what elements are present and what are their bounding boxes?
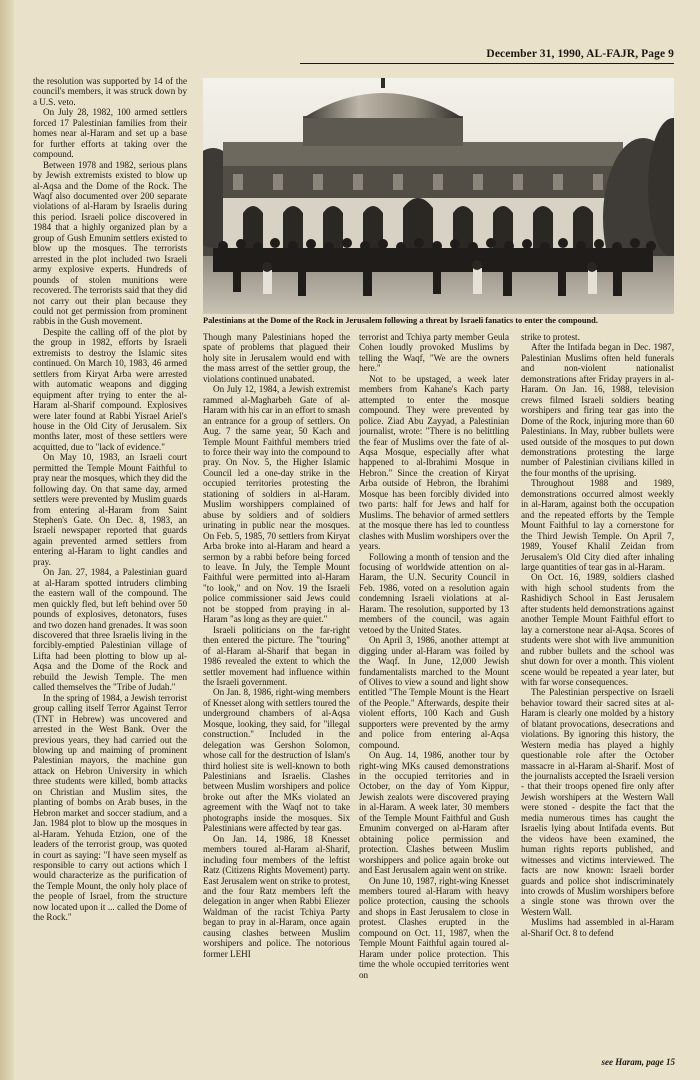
- article-column-3: [359, 332, 509, 1054]
- paragraph: Israeli politicians on the far-right then entered the picture. The "touring" of al-Haram al-Sharif that began in 1986 revealed the extent to which the settler movement had influence within the Israeli government.: [203, 624, 350, 687]
- paragraph: On July 28, 1982, 100 armed settlers forced 17 Palestinian families from their homes near al-Haram and set up a base for further efforts at taking over the compound.: [33, 107, 187, 160]
- page-header: December 31, 1990, AL-FAJR, Page 9: [300, 48, 674, 64]
- paragraph: Throughout 1988 and 1989, demonstrations occurred almost weekly in al-Haram, against both the occupation and the repeated efforts by the Temple Mount Faithful to lay a cornerstone for the Third Jewish Temple. On April 7, 1989, Yousef Khalil Zeidan from Jerusalem's Old City died after inhaling large quantities of tear gas in al-Haram.: [521, 478, 674, 572]
- paragraph: On Jan. 14, 1986, 18 Knesset members toured al-Haram al-Sharif, including four members of the leftist Ratz (Citizens Rights Movement) party. East Jerusalem went on strike to protest, and the four Ratz members left the delegation in anger when Rabbi Eliezer Waldman of the racist Tchiya Party began to pray in al-Haram, once again causing clashes between Muslim worshipers and police. The notorious former LEHI: [203, 833, 350, 959]
- paragraph: Though many Palestinians hoped the spate of problems that plagued their holy site in Jerusalem would end with the mass arrest of the settler group, the violations continued unabated.: [203, 332, 350, 384]
- paragraph: In the spring of 1984, a Jewish terrorist group calling itself Terror Against Terror (TNT in Hebrew) was uncovered and arrested in the West Bank. Over the previous years, they had carried out the blowing up and maiming of prominent Palestinian mayors, the machine gun attack on Hebron University in which three students were killed, bomb attacks on Christian and Muslim sites, the planting of bombs on Arab buses, in the Hebron market and soccer stadium, and a Jan. 1984 plot to blow up the mosques in al-Haram. Yehuda Etzion, one of the leaders of the terrorist group, was quoted in court as saying: "I have seen myself as responsible to carry out actions which I would characterize as the purification of the Temple Mount, the only holy place of the people of Israel, from the structure now located upon it ... called the Dome of the Rock.": [33, 692, 187, 923]
- paragraph: On April 3, 1986, another attempt at digging under al-Haram was foiled by the Waqf. In June, 12,000 Jewish fundamentalists marched to the Mount of Olives to view a sound and light show entitled "The Temple Mount is the Heart of the People." Afterwards, despite their violent efforts, 100 Kach and Gush supporters were prevented by the army and police from entering al-Aqsa compound.: [359, 635, 509, 750]
- paragraph: The Palestinian perspective on Israeli behavior toward their sacred sites at al-Haram is clearly one molded by a history of blatant provocations, desecrations and violations. By ignoring this history, the Western media has played a highly questionable role after the October massacre in al-Haram al-Sharif. Most of the journalists accepted the Israeli version - that their troops opened fire only after Jewish worshipers at the Western Wall were stoned - despite the fact that the media numerous times has caught the Israelis lying about Intifada events. But the videos have been examined, the human rights reports published, and witnesses and victims interviewed. The facts are now known: Israeli border guards and police shot indiscriminately into crowds of Muslim worshipers before a single stone was thrown over the Western Wall.: [521, 687, 674, 917]
- paragraph: After the Intifada began in Dec. 1987, Palestinian Muslims often held funerals and non-violent nationalist demonstrations after Friday prayers in al-Haram. On Jan. 16, 1988, television crews filmed Israeli soldiers beating worshipers and firing tear gas into the Dome of the Rock, injuring more than 60 Palestinians. In May, rubber bullets were used outside of the mosques to put down demonstrations protesting the large number of Palestinian civilians killed in the four months of the uprising.: [521, 342, 674, 478]
- page-binding-edge: [0, 0, 14, 1080]
- paragraph: Between 1978 and 1982, serious plans by Jewish extremists existed to blow up al-Aqsa and the Dome of the Rock. The Waqf also documented over 200 separate violations of al-Haram by Israelis during this period. Israeli police discovered in 1984 that a highly organized plan by a group of Gush Emunim settlers existed to blow up the mosques. The terrorists arrested in the plot included two Israeli army explosive experts. Hundreds of pounds of stolen munitions were recovered. The terrorists said that they did not carry out their plan because they could not get permission from prominent rabbis in the Gush movement.: [33, 159, 187, 327]
- paragraph: Not to be upstaged, a week later members from Kahane's Kach party attempted to enter the mosque compound. They were prevented by police. Ziad Abu Zayyad, a Palestinian journalist, wrote: "There is no belittling the fear of Muslims over the fate of al-Aqsa Mosque, especially after what happened to al-Ibrahimi Mosque in Hebron." Since the creation of Kiryat Arba outside of Hebron, the Ibrahimi Mosque has been forcibly divided into two parts: half for Jews and half for Muslims. The behavior of armed settlers at the mosque there has led to countless clashes with Muslim worshipers over the years.: [359, 373, 509, 552]
- paragraph: On May 10, 1983, an Israeli court permitted the Temple Mount Faithful to pray near the mosques, which they did the following day. On that same day, armed settlers were prevented by Muslim guards from entering al-Haram from Saint Stephen's Gate. On Dec. 8, 1983, an Israeli newspaper reported that guards again prevented armed settlers from entering al-Haram to light candles and pray.: [33, 452, 187, 567]
- continuation-note: see Haram, page 15: [601, 1057, 675, 1067]
- paragraph: On July 12, 1984, a Jewish extremist rammed al-Magharbeh Gate of al-Haram with his car in an effort to smash an entrance for a group of settlers. On Aug. 7 the same year, 50 Kach and Temple Mount Faithful members tried to force their way into the compound to pray. On Nov. 5, the Higher Islamic Council led a one-day strike in the occupied territories protesting the stationing of soldiers in al-Haram. Muslim worshippers complained of abuse by soldiers and of soldiers urinating in public near the mosques. On Feb. 5, 1985, 70 settlers from Kiryat Arba broke into al-Haram and heard a sermon by a rabbi before being forced to leave. In July, the Temple Mount Faithful were permitted into al-Haram "to look," and on Nov. 19 the Israeli police commissioner said Jews could not be stopped from praying in al-Haram "as long as they are quiet.": [203, 384, 350, 625]
- paragraph: On Jan. 27, 1984, a Palestinian guard at al-Haram spotted intruders climbing the eastern wall of the compound. The men quickly fled, but left behind over 50 pounds of explosives, detonators, fuses and two dozen hand grenades. It was soon discovered that three Israelis living in the forcibly-emptied Palestinian village of Lifta had been plotting to blow up al-Aqsa and the Dome of the Rock and rebuild the Jewish Temple. The men called themselves the "Tribe of Judah.": [33, 567, 187, 693]
- paragraph: terrorist and Tchiya party member Geula Cohen loudly provoked Muslims by telling the Waqf, "We are the owners here.": [359, 332, 509, 374]
- photo-caption: Palestinians at the Dome of the Rock in Jerusalem following a threat by Israeli fanatics to enter the compound.: [203, 316, 598, 325]
- article-column-2: [203, 332, 350, 1054]
- dome-of-the-rock-photo: [203, 78, 674, 314]
- paragraph: strike to protest.: [521, 332, 580, 342]
- paragraph: the resolution was supported by 14 of the council's members, it was struck down by a U.S. veto.: [33, 76, 187, 107]
- article-column-4: [521, 332, 674, 1054]
- paragraph: Despite the calling off of the plot by the group in 1982, efforts by Israeli extremists to destroy the Islamic sites continued. On March 10, 1983, 46 armed settlers from Kiryat Arba were arrested with automatic weapons and digging equipment after trying to enter the al-Haram al-Sharif compound. Explosives were later found at Rabbi Yisrael Ariel's house in the Old City of Jerusalem. Six months later, most of these settlers were acquitted, due to "lack of evidence.": [33, 326, 187, 452]
- paragraph: On Oct. 16, 1989, soldiers clashed with high school students from the Rashidiych School in East Jerusalem after students held demonstrations against another Temple Mount Faithful effort to lay a cornerstone near al-Aqsa. Scores of students were shot with live ammunition and rubber bullets and the school was shut down for over a month. This violent scene would be repeated a year later, but with far worse consequences.: [521, 572, 674, 687]
- paragraph: Muslims had assembled in al-Haram al-Sharif Oct. 8 to defend: [521, 917, 674, 938]
- paragraph: On Aug. 14, 1986, another tour by right-wing MKs caused demonstrations in the occupied territories and in October, on the day of Yom Kippur, Jewish zealots were discovered praying in al-Haram. A week later, 30 members of the Temple Mount Faithful and Gush Emunim converged on al-Haram after obtaining police permission and protection. Clashes between Muslim worshippers and police again broke out and East Jerusalem again went on strike.: [359, 750, 509, 876]
- paragraph: Following a month of tension and the focusing of worldwide attention on al-Haram, the U.N. Security Council in Feb. 1986, voted on a resolution again condemning Israeli violations at al-Haram. The resolution, supported by 13 members of the council, was again vetoed by the United States.: [359, 551, 509, 635]
- paragraph: On June 10, 1987, right-wing Knesset members toured al-Haram with heavy police protection, causing the schools and shops in East Jerusalem to close in protest. Clashes erupted in the compound on Oct. 11, 1987, when the Temple Mount Faithful again toured al-Haram under police protection. This time the whole occupied territories went on: [359, 875, 509, 980]
- article-column-1: [33, 76, 187, 1066]
- paragraph: On Jan. 8, 1986, right-wing members of Knesset along with settlers toured the underground chambers of al-Aqsa Mosque, looking, they said, for "illegal construction." Included in the delegation was Gershon Solomon, whose call for the destruction of Islam's third holiest site is well-known to both Palestinians and Israelis. Clashes between Muslim worshipers and police broke out after the MKs violated an agreement with the Waqf not to take photographs inside the mosques. Six Palestinians were affected by tear gas.: [203, 687, 350, 834]
